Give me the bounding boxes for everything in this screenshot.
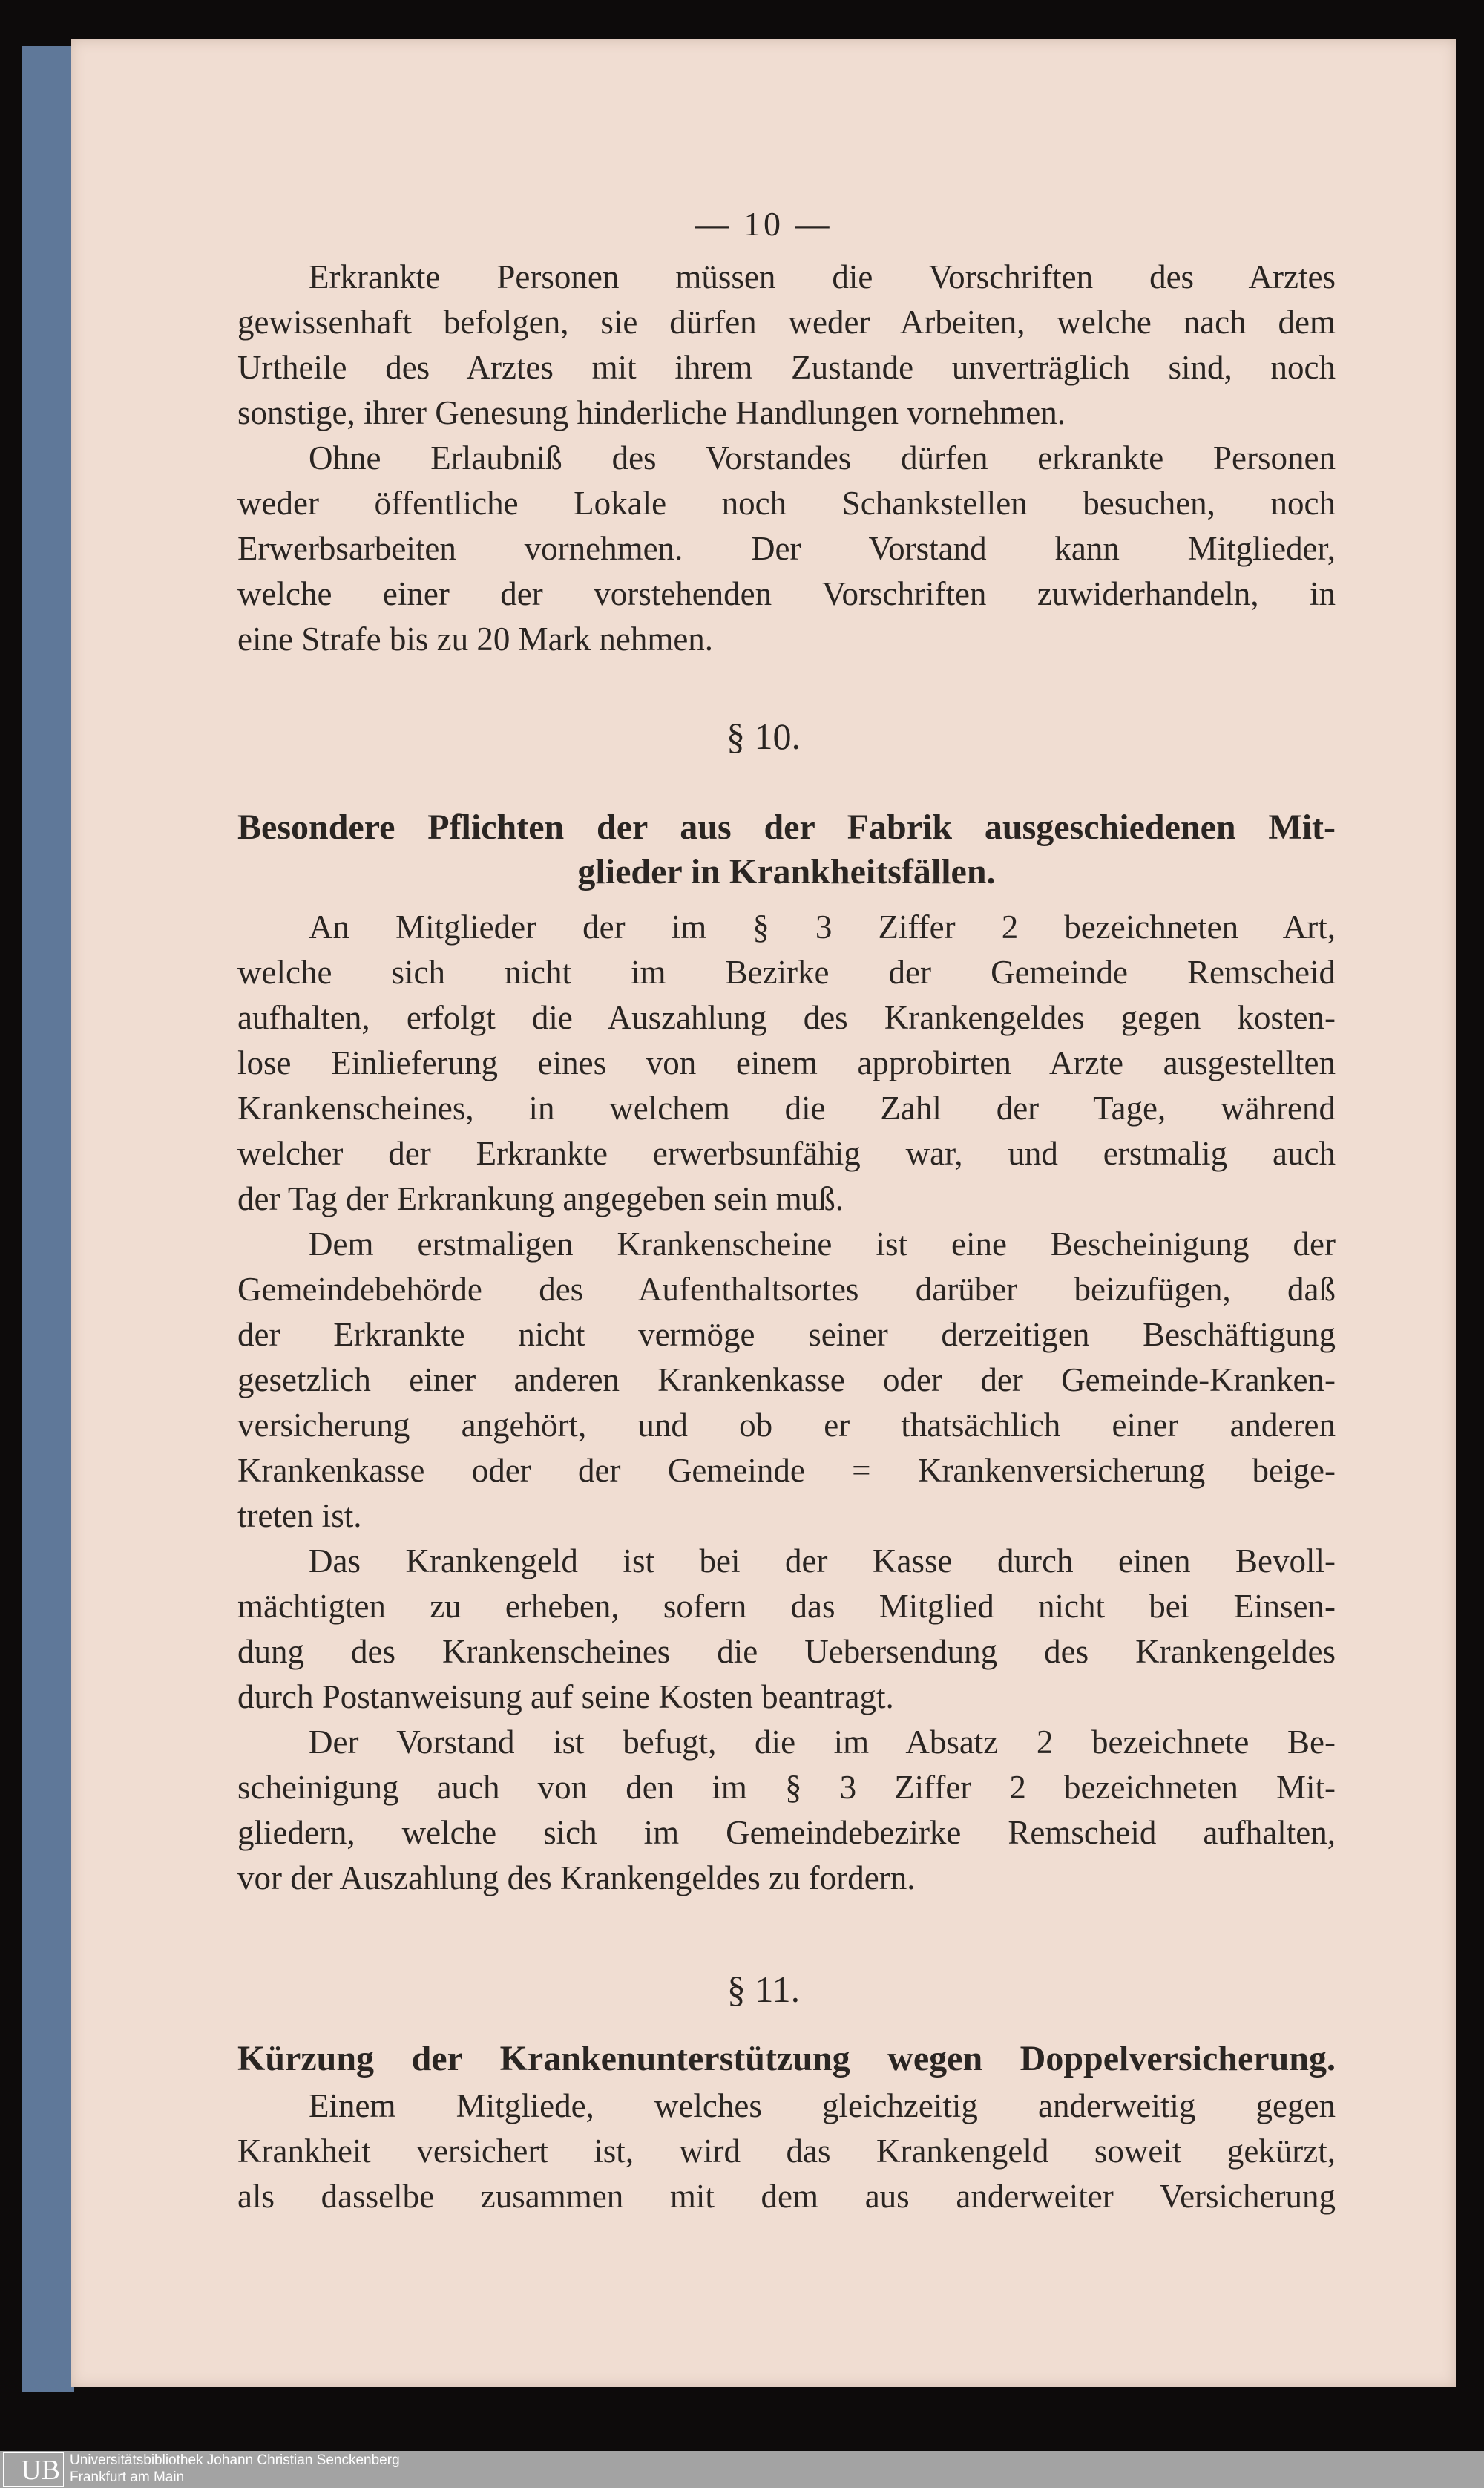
text-line: Erwerbsarbeiten vornehmen. Der Vorstand kann Mitglieder, [237, 530, 1336, 567]
text-line: mächtigten zu erheben, sofern das Mitglied nicht bei Einsen- [237, 1588, 1336, 1625]
text-line: durch Postanweisung auf seine Kosten beantragt. [237, 1678, 894, 1715]
section-10-text [237, 905, 1336, 1901]
text-line: scheinigung auch von den im § 3 Ziffer 2 bezeichneten Mit- [237, 1769, 1336, 1806]
section-11-number: § 11. [726, 1968, 801, 2010]
section-11-heading [237, 2037, 1336, 2081]
text-line: Dem erstmaligen Krankenscheine ist eine Bescheinigung der [309, 1225, 1336, 1263]
text-line: welche sich nicht im Bezirke der Gemeinde Remscheid [237, 954, 1336, 991]
text-line: Gemeindebehörde des Aufenthaltsortes darüber beizufügen, daß [237, 1271, 1336, 1308]
library-location: Frankfurt am Main [70, 2469, 185, 2485]
binding-edge [22, 46, 74, 2392]
text-line: der Tag der Erkrankung angegeben sein muß. [237, 1180, 844, 1217]
document-page [71, 39, 1456, 2387]
text-line: gesetzlich einer anderen Krankenkasse oder der Gemeinde-Kranken- [237, 1361, 1336, 1398]
text-line: sonstige, ihrer Genesung hinderliche Handlungen vornehmen. [237, 394, 1066, 431]
section-11-text [237, 2083, 1336, 2219]
text-line: Urtheile des Arztes mit ihrem Zustande unverträglich sind, noch [237, 349, 1336, 386]
section-10-number: § 10. [726, 716, 801, 757]
text-line: Krankenscheines, in welchem die Zahl der Tage, während [237, 1090, 1336, 1127]
text-line: lose Einlieferung eines von einem approbirten Arzte ausgestellten [237, 1044, 1336, 1081]
section-10-heading [237, 805, 1336, 894]
text-line: gewissenhaft befolgen, sie dürfen weder Arbeiten, welche nach dem [237, 304, 1336, 341]
heading-line: Kürzung der Krankenunterstützung wegen Doppelversicherung. [237, 2039, 1336, 2078]
page-number: — 10 — [695, 205, 833, 243]
text-line: Erkrankte Personen müssen die Vorschriften des Arztes [309, 258, 1336, 295]
heading-line: Besondere Pflichten der aus der Fabrik ausgeschiedenen Mit- [237, 808, 1336, 847]
library-name: Universitätsbibliothek Johann Christian Senckenberg [70, 2452, 400, 2468]
text-line: Ohne Erlaubniß des Vorstandes dürfen erkrankte Personen [309, 439, 1336, 477]
text-line: welche einer der vorstehenden Vorschriften zuwiderhandeln, in [237, 575, 1336, 612]
library-footer [0, 2451, 1484, 2488]
text-line: eine Strafe bis zu 20 Mark nehmen. [237, 621, 714, 658]
text-line: weder öffentliche Lokale noch Schankstellen besuchen, noch [237, 485, 1336, 522]
heading-line: glieder in Krankheitsfällen. [577, 852, 996, 891]
ub-logo [3, 2452, 64, 2487]
text-line: versicherung angehört, und ob er thatsächlich einer anderen [237, 1407, 1336, 1444]
text-line: Krankheit versichert ist, wird das Krankengeld soweit gekürzt, [237, 2132, 1336, 2170]
text-line: als dasselbe zusammen mit dem aus anderweiter Versicherung [237, 2178, 1336, 2215]
text-line: der Erkrankte nicht vermöge seiner derzeitigen Beschäftigung [237, 1316, 1336, 1353]
intro-text [237, 255, 1336, 662]
text-line: Das Krankengeld ist bei der Kasse durch einen Bevoll- [309, 1542, 1336, 1579]
text-line: gliedern, welche sich im Gemeindebezirke Remscheid aufhalten, [237, 1814, 1336, 1851]
text-line: aufhalten, erfolgt die Auszahlung des Krankengeldes gegen kosten- [237, 999, 1336, 1036]
text-line: Einem Mitgliede, welches gleichzeitig anderweitig gegen [309, 2087, 1336, 2124]
text-line: Der Vorstand ist befugt, die im Absatz 2 bezeichnete Be- [309, 1723, 1336, 1761]
text-line: dung des Krankenscheines die Uebersendung des Krankengeldes [237, 1633, 1336, 1670]
text-line: welcher der Erkrankte erwerbsunfähig war, und erstmalig auch [237, 1135, 1336, 1172]
text-line: Krankenkasse oder der Gemeinde = Krankenversicherung beige- [237, 1452, 1336, 1489]
text-line: treten ist. [237, 1497, 362, 1534]
logo-text: UB [21, 2455, 60, 2486]
text-line: vor der Auszahlung des Krankengeldes zu fordern. [237, 1859, 916, 1896]
text-line: An Mitglieder der im § 3 Ziffer 2 bezeichneten Art, [309, 909, 1336, 946]
